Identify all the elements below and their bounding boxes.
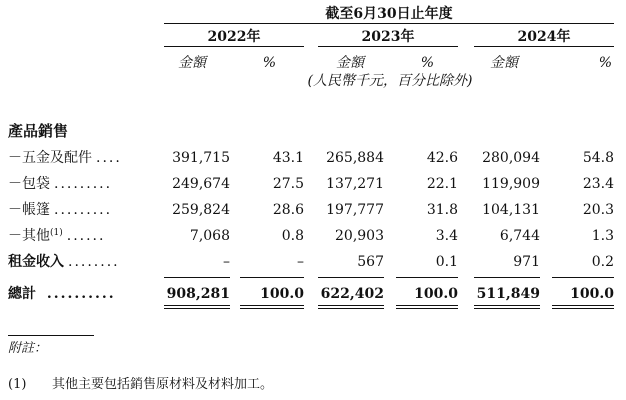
subtotal-rule-2022-amount: [164, 277, 230, 278]
total-double-rule-2024-amount: [474, 305, 540, 309]
section-title: 產品銷售: [8, 122, 69, 140]
cell-2022-amount: –: [223, 254, 230, 270]
cell-2023-amount: 197,777: [326, 202, 384, 218]
row-label-text: －五金及配件: [8, 150, 92, 166]
total-dots: ..........: [46, 286, 116, 302]
cell-2024-amount: 119,909: [482, 176, 540, 192]
row-leader-dots: ........: [68, 254, 120, 270]
cell-2024-percent: 0.2: [591, 254, 614, 270]
row-footnote-marker: (1): [50, 228, 63, 238]
cell-2022-amount: 7,068: [189, 228, 230, 244]
total-double-rule-2022-amount: [164, 305, 230, 309]
total-2022-amount: 908,281: [166, 286, 230, 302]
cell-2022-percent: 43.1: [272, 150, 304, 166]
cell-2022-percent: 28.6: [272, 202, 304, 218]
row-label-text: 租金收入: [8, 254, 64, 270]
row-leader-dots: .........: [54, 202, 113, 218]
year-2022-rule: [164, 46, 304, 47]
row-label-text: －其他: [8, 228, 50, 244]
cell-2023-percent: 0.1: [435, 254, 458, 270]
amount-label-2022: 金額: [178, 55, 206, 71]
row-leader-dots: ....: [96, 150, 122, 166]
total-double-rule-2023-amount: [318, 305, 384, 309]
row-leader-dots: .........: [54, 176, 113, 192]
row-label: [8, 176, 112, 192]
subtotal-rule-2022-percent: [240, 277, 304, 278]
amount-label-2024: 金額: [490, 55, 518, 71]
cell-2022-amount: 249,674: [172, 176, 230, 192]
notes-rule: [8, 335, 94, 336]
row-label: [8, 150, 122, 166]
cell-2024-amount: 6,744: [499, 228, 540, 244]
year-2023-heading: 2023年: [361, 29, 415, 45]
total-2024-amount: 511,849: [476, 286, 540, 302]
row-label: [8, 202, 112, 218]
cell-2023-amount: 20,903: [335, 228, 384, 244]
total-2022-percent: 100.0: [260, 286, 304, 302]
total-label: [8, 286, 116, 302]
total-2023-percent: 100.0: [414, 286, 458, 302]
year-2024-heading: 2024年: [517, 29, 571, 45]
cell-2024-percent: 1.3: [591, 228, 614, 244]
year-2024-rule: [474, 46, 614, 47]
percent-label-2024: %: [598, 55, 612, 71]
cell-2024-percent: 20.3: [582, 202, 614, 218]
row-leader-dots: ......: [66, 228, 106, 244]
row-label: [8, 228, 105, 244]
notes-title: 附註：: [8, 341, 48, 356]
total-2023-amount: 622,402: [320, 286, 384, 302]
row-label-text: －帳篷: [8, 202, 50, 218]
amount-label-2023: 金額: [336, 55, 364, 71]
unit-note: (人民幣千元，百分比除外): [307, 73, 473, 89]
percent-label-2022: %: [262, 55, 276, 71]
total-double-rule-2022-percent: [240, 305, 304, 309]
row-label-text: －包袋: [8, 176, 50, 192]
subtotal-rule-2023-percent: [396, 277, 458, 278]
cell-2022-amount: 259,824: [172, 202, 230, 218]
subtotal-rule-2023-amount: [318, 277, 384, 278]
total-2024-percent: 100.0: [570, 286, 614, 302]
cell-2022-amount: 391,715: [172, 150, 230, 166]
subtotal-rule-2024-percent: [552, 277, 614, 278]
subtotal-rule-2024-amount: [474, 277, 540, 278]
cell-2024-percent: 54.8: [582, 150, 614, 166]
cell-2024-amount: 280,094: [482, 150, 540, 166]
year-2022-heading: 2022年: [207, 29, 261, 45]
cell-2022-percent: –: [297, 254, 304, 270]
total-double-rule-2023-percent: [396, 305, 458, 309]
cell-2024-percent: 23.4: [582, 176, 614, 192]
cell-2024-amount: 104,131: [482, 202, 540, 218]
total-double-rule-2024-percent: [552, 305, 614, 309]
row-label: [8, 254, 120, 270]
percent-label-2023: %: [420, 55, 434, 71]
year-2023-rule: [318, 46, 458, 47]
header-rule: [164, 23, 614, 24]
note-number: (1): [8, 377, 27, 392]
cell-2023-percent: 22.1: [426, 176, 458, 192]
cell-2023-percent: 3.4: [435, 228, 458, 244]
period-heading: 截至6月30日止年度: [325, 6, 453, 22]
cell-2023-amount: 137,271: [326, 176, 384, 192]
cell-2022-percent: 27.5: [272, 176, 304, 192]
cell-2024-amount: 971: [513, 254, 540, 270]
cell-2023-percent: 31.8: [426, 202, 458, 218]
cell-2022-percent: 0.8: [281, 228, 304, 244]
cell-2023-percent: 42.6: [426, 150, 458, 166]
cell-2023-amount: 265,884: [326, 150, 384, 166]
note-text: 其他主要包括銷售原材料及材料加工。: [52, 377, 274, 392]
cell-2023-amount: 567: [357, 254, 384, 270]
total-label-text: 總計: [8, 286, 36, 302]
